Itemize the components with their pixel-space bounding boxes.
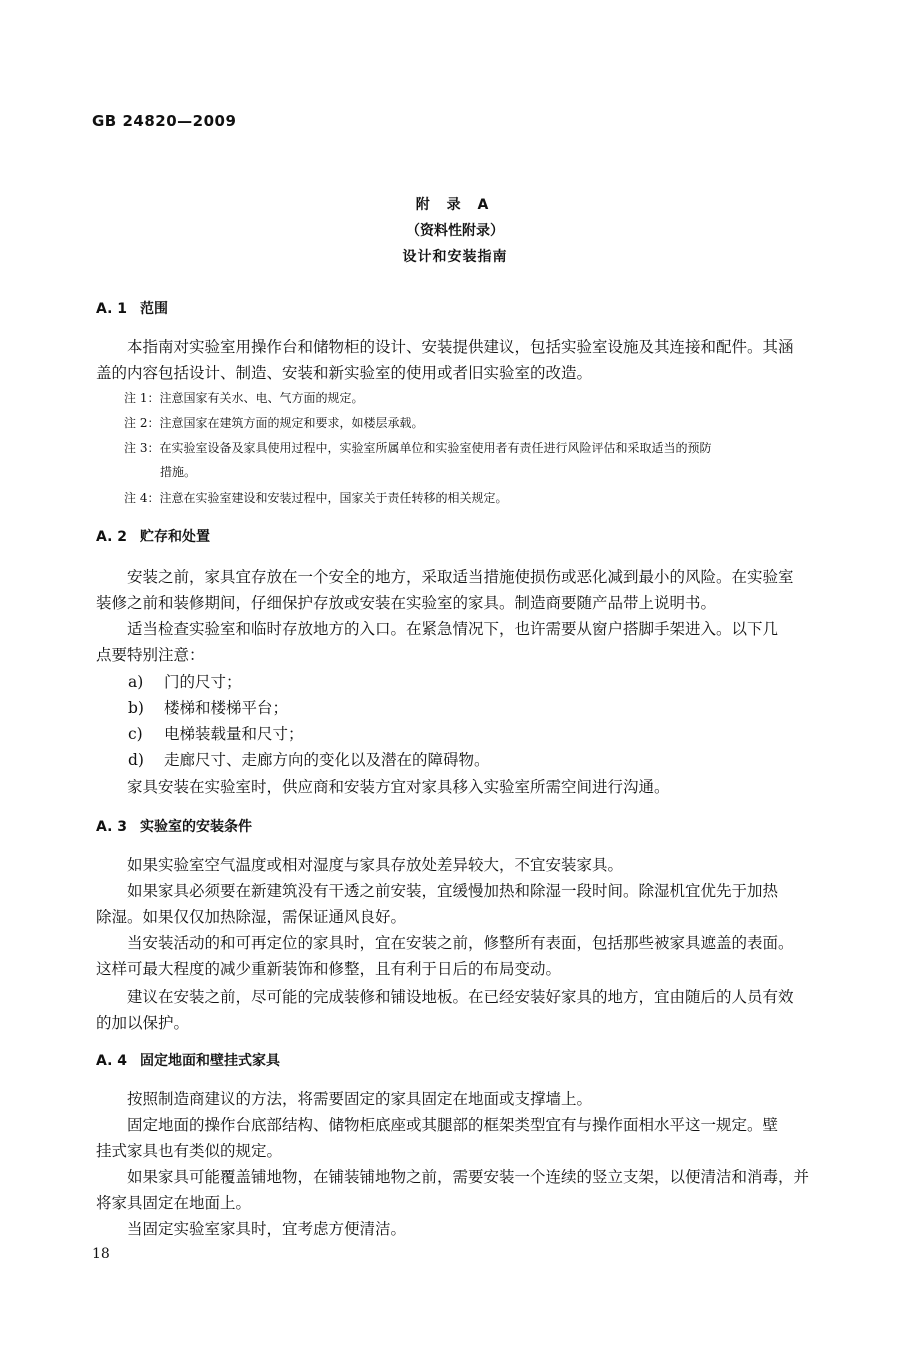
appendix-name: 设计和安装指南 [402,249,508,265]
section-heading-a2 [96,526,210,546]
paragraph-continuation: 这样可最大程度的减少重新装饰和修整，且有利于日后的布局变动。 [96,960,562,978]
paragraph-continuation: 盖的内容包括设计、制造、安装和新实验室的使用或者旧实验室的改造。 [96,364,593,382]
paragraph: 本指南对实验室用操作台和储物柜的设计、安装提供建议，包括实验室设施及其连接和配件。其涵 [127,338,794,356]
section-number: A. 1 [96,301,128,317]
paragraph: 安装之前，家具宜存放在一个安全的地方，采取适当措施使损伤或恶化减到最小的风险。在实验室 [127,568,794,586]
paragraph-continuation: 装修之前和装修期间，仔细保护存放或安装在实验室的家具。制造商要随产品带上说明书。 [96,594,717,612]
list-item [128,722,304,744]
note-3: 注 3：在实验室设备及家具使用过程中，实验室所属单位和实验室使用者有责任进行风险评估和采取适当的预防 [124,441,712,455]
paragraph-continuation: 除湿。如果仅仅加热除湿，需保证通风良好。 [96,908,407,926]
section-number: A. 3 [96,819,128,835]
section-title: 贮存和处置 [140,529,210,545]
section-number: A. 2 [96,529,128,545]
standard-code: GB 24820—2009 [92,112,237,130]
list-item [128,670,242,692]
note-3-continuation: 措施。 [160,465,197,479]
paragraph-continuation: 点要特别注意： [96,646,205,664]
section-number: A. 4 [96,1053,128,1069]
section-heading-a1 [96,298,168,318]
paragraph: 按照制造商建议的方法，将需要固定的家具固定在地面或支撑墙上。 [127,1090,593,1108]
list-item-text: 楼梯和楼梯平台； [164,699,289,717]
paragraph-continuation: 挂式家具也有类似的规定。 [96,1142,283,1160]
section-title: 实验室的安装条件 [140,819,252,835]
appendix-type: （资料性附录） [406,223,504,239]
paragraph: 当安装活动的和可再定位的家具时，宜在安装之前，修整所有表面，包括那些被家具遮盖的表面。 [127,934,794,952]
appendix-title: 附 录 A [415,197,495,213]
list-item-label: d) [128,751,144,769]
note-1: 注 1：注意国家有关水、电、气方面的规定。 [124,391,364,405]
paragraph: 如果家具必须要在新建筑没有干透之前安装，宜缓慢加热和除湿一段时间。除湿机宜优先于加热 [127,882,779,900]
list-item-label: b) [128,699,144,717]
list-item [128,696,288,718]
list-item-label: a) [128,673,144,691]
list-item-text: 门的尺寸； [164,673,242,691]
list-item-text: 走廊尺寸、走廊方向的变化以及潜在的障碍物。 [164,751,490,769]
paragraph: 适当检查实验室和临时存放地方的入口。在紧急情况下，也许需要从窗户搭脚手架进入。以下几 [127,620,779,638]
paragraph: 家具安装在实验室时，供应商和安装方宜对家具移入实验室所需空间进行沟通。 [127,778,670,796]
paragraph: 当固定实验室家具时，宜考虑方便清洁。 [127,1220,407,1238]
section-heading-a3 [96,816,252,836]
paragraph-continuation: 的加以保护。 [96,1014,190,1032]
list-item-label: c) [128,725,143,743]
paragraph: 如果家具可能覆盖铺地物，在铺装铺地物之前，需要安装一个连续的竖立支架，以便清洁和消毒，并 [127,1168,810,1186]
paragraph: 固定地面的操作台底部结构、储物柜底座或其腿部的框架类型宜有与操作面相水平这一规定。壁 [127,1116,779,1134]
paragraph-continuation: 将家具固定在地面上。 [96,1194,252,1212]
paragraph: 如果实验室空气温度或相对湿度与家具存放处差异较大，不宜安装家具。 [127,856,624,874]
section-title: 范围 [140,301,168,317]
note-2: 注 2：注意国家在建筑方面的规定和要求，如楼层承载。 [124,416,424,430]
list-item-text: 电梯装载量和尺寸； [164,725,304,743]
page-number: 18 [92,1246,110,1262]
section-title: 固定地面和壁挂式家具 [140,1053,280,1069]
section-heading-a4 [96,1050,280,1070]
note-4: 注 4：注意在实验室建设和安装过程中，国家关于责任转移的相关规定。 [124,491,508,505]
paragraph: 建议在安装之前，尽可能的完成装修和铺设地板。在已经安装好家具的地方，宜由随后的人员有效 [127,988,794,1006]
list-item [128,748,490,770]
